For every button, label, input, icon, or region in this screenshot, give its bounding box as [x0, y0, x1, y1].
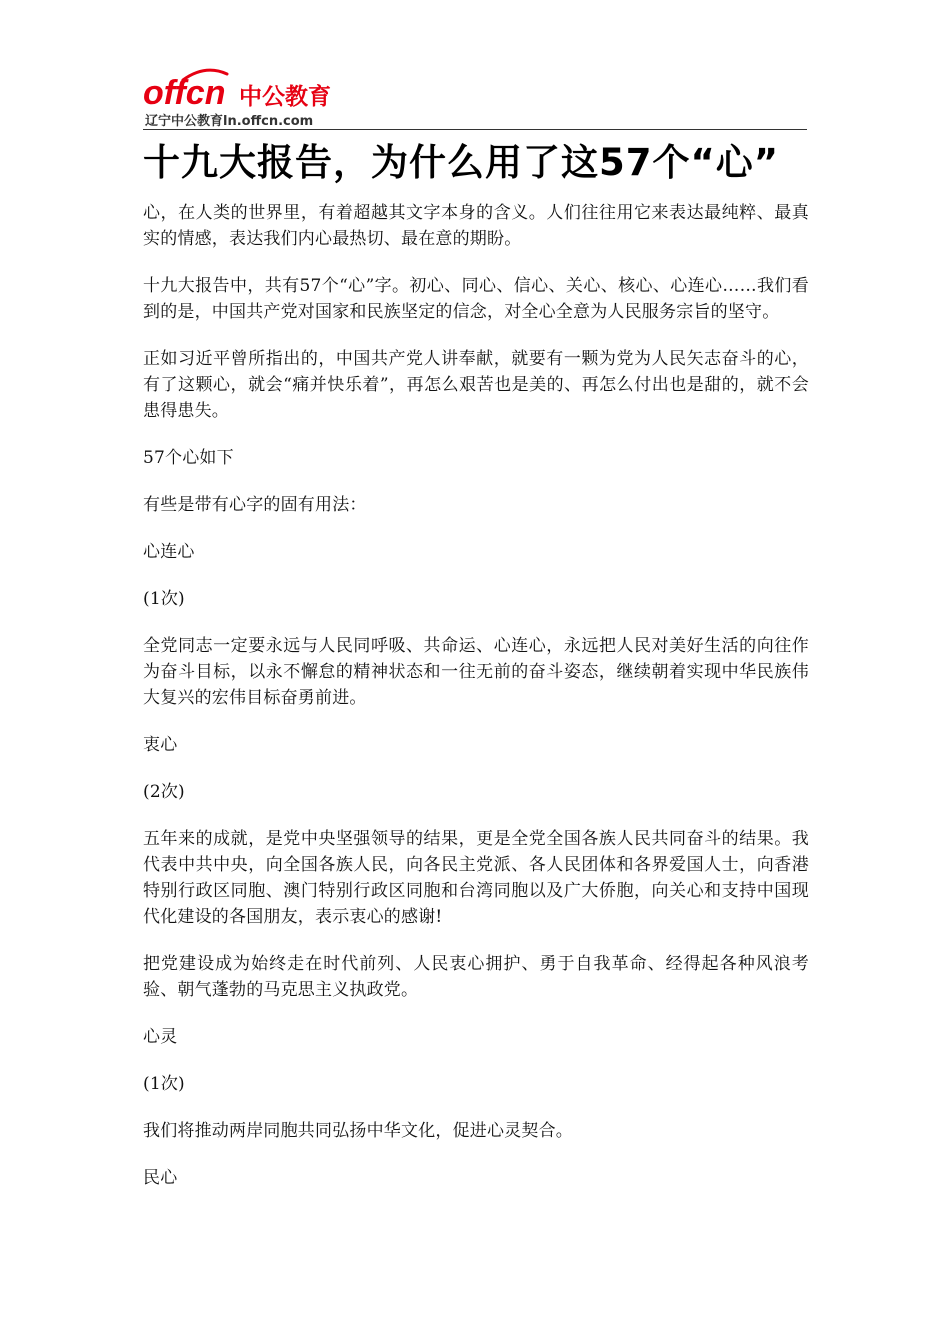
paragraph: 有些是带有心字的固有用法： — [143, 495, 367, 515]
section-heading: 心灵 — [143, 1027, 178, 1047]
occurrence-count: (1次) — [143, 1074, 185, 1094]
page-title: 十九大报告，为什么用了这57个“心” — [143, 141, 780, 184]
occurrence-count: (1次) — [143, 589, 185, 609]
section-heading: 心连心 — [143, 542, 195, 562]
logo-latin: offcn — [143, 74, 226, 110]
occurrence-count: (2次) — [143, 782, 185, 802]
article-body — [143, 200, 809, 1212]
paragraph: 全党同志一定要永远与人民同呼吸、共命运、心连心，永远把人民对美好生活的向往作为奋斗目标，以永不懈怠的精神状态和一往无前的奋斗姿态，继续朝着实现中华民族伟大复兴的宏伟目标奋勇前进。 — [143, 636, 809, 708]
header — [143, 66, 803, 128]
paragraph: 五年来的成就，是党中央坚强领导的结果，更是全党全国各族人民共同奋斗的结果。我代表中共中央，向全国各族人民，向各民主党派、各人民团体和各界爱国人士，向香港特别行政区同胞、澳门特别行政区同胞和台湾同胞以及广大侨胞，向关心和支持中国现代化建设的各国朋友，表示衷心的感谢! — [143, 829, 809, 927]
paragraph: 57个心如下 — [143, 448, 234, 468]
paragraph: 我们将推动两岸同胞共同弘扬中华文化，促进心灵契合。 — [143, 1121, 573, 1141]
paragraph: 十九大报告中，共有57个“心”字。初心、同心、信心、关心、核心、心连心……我们看到的是，中国共产党对国家和民族坚定的信念，对全心全意为人民服务宗旨的坚守。 — [143, 276, 809, 322]
section-heading: 衷心 — [143, 735, 178, 755]
paragraph: 正如习近平曾所指出的，中国共产党人讲奉献，就要有一颗为党为人民矢志奋斗的心，有了这颗心，就会“痛并快乐着”，再怎么艰苦也是美的、再怎么付出也是甜的，就不会患得患失。 — [143, 349, 809, 421]
paragraph: 把党建设成为始终走在时代前列、人民衷心拥护、勇于自我革命、经得起各种风浪考验、朝气蓬勃的马克思主义执政党。 — [143, 954, 809, 1000]
paragraph: 心，在人类的世界里，有着超越其文字本身的含义。人们往往用它来表达最纯粹、最真实的情感，表达我们内心最热切、最在意的期盼。 — [143, 203, 809, 249]
section-heading: 民心 — [143, 1168, 178, 1188]
header-divider — [143, 129, 807, 130]
logo-cn: 中公教育 — [239, 84, 331, 110]
offcn-logo — [143, 66, 333, 110]
logo-subtitle: 辽宁中公教育ln.offcn.com — [145, 114, 314, 129]
